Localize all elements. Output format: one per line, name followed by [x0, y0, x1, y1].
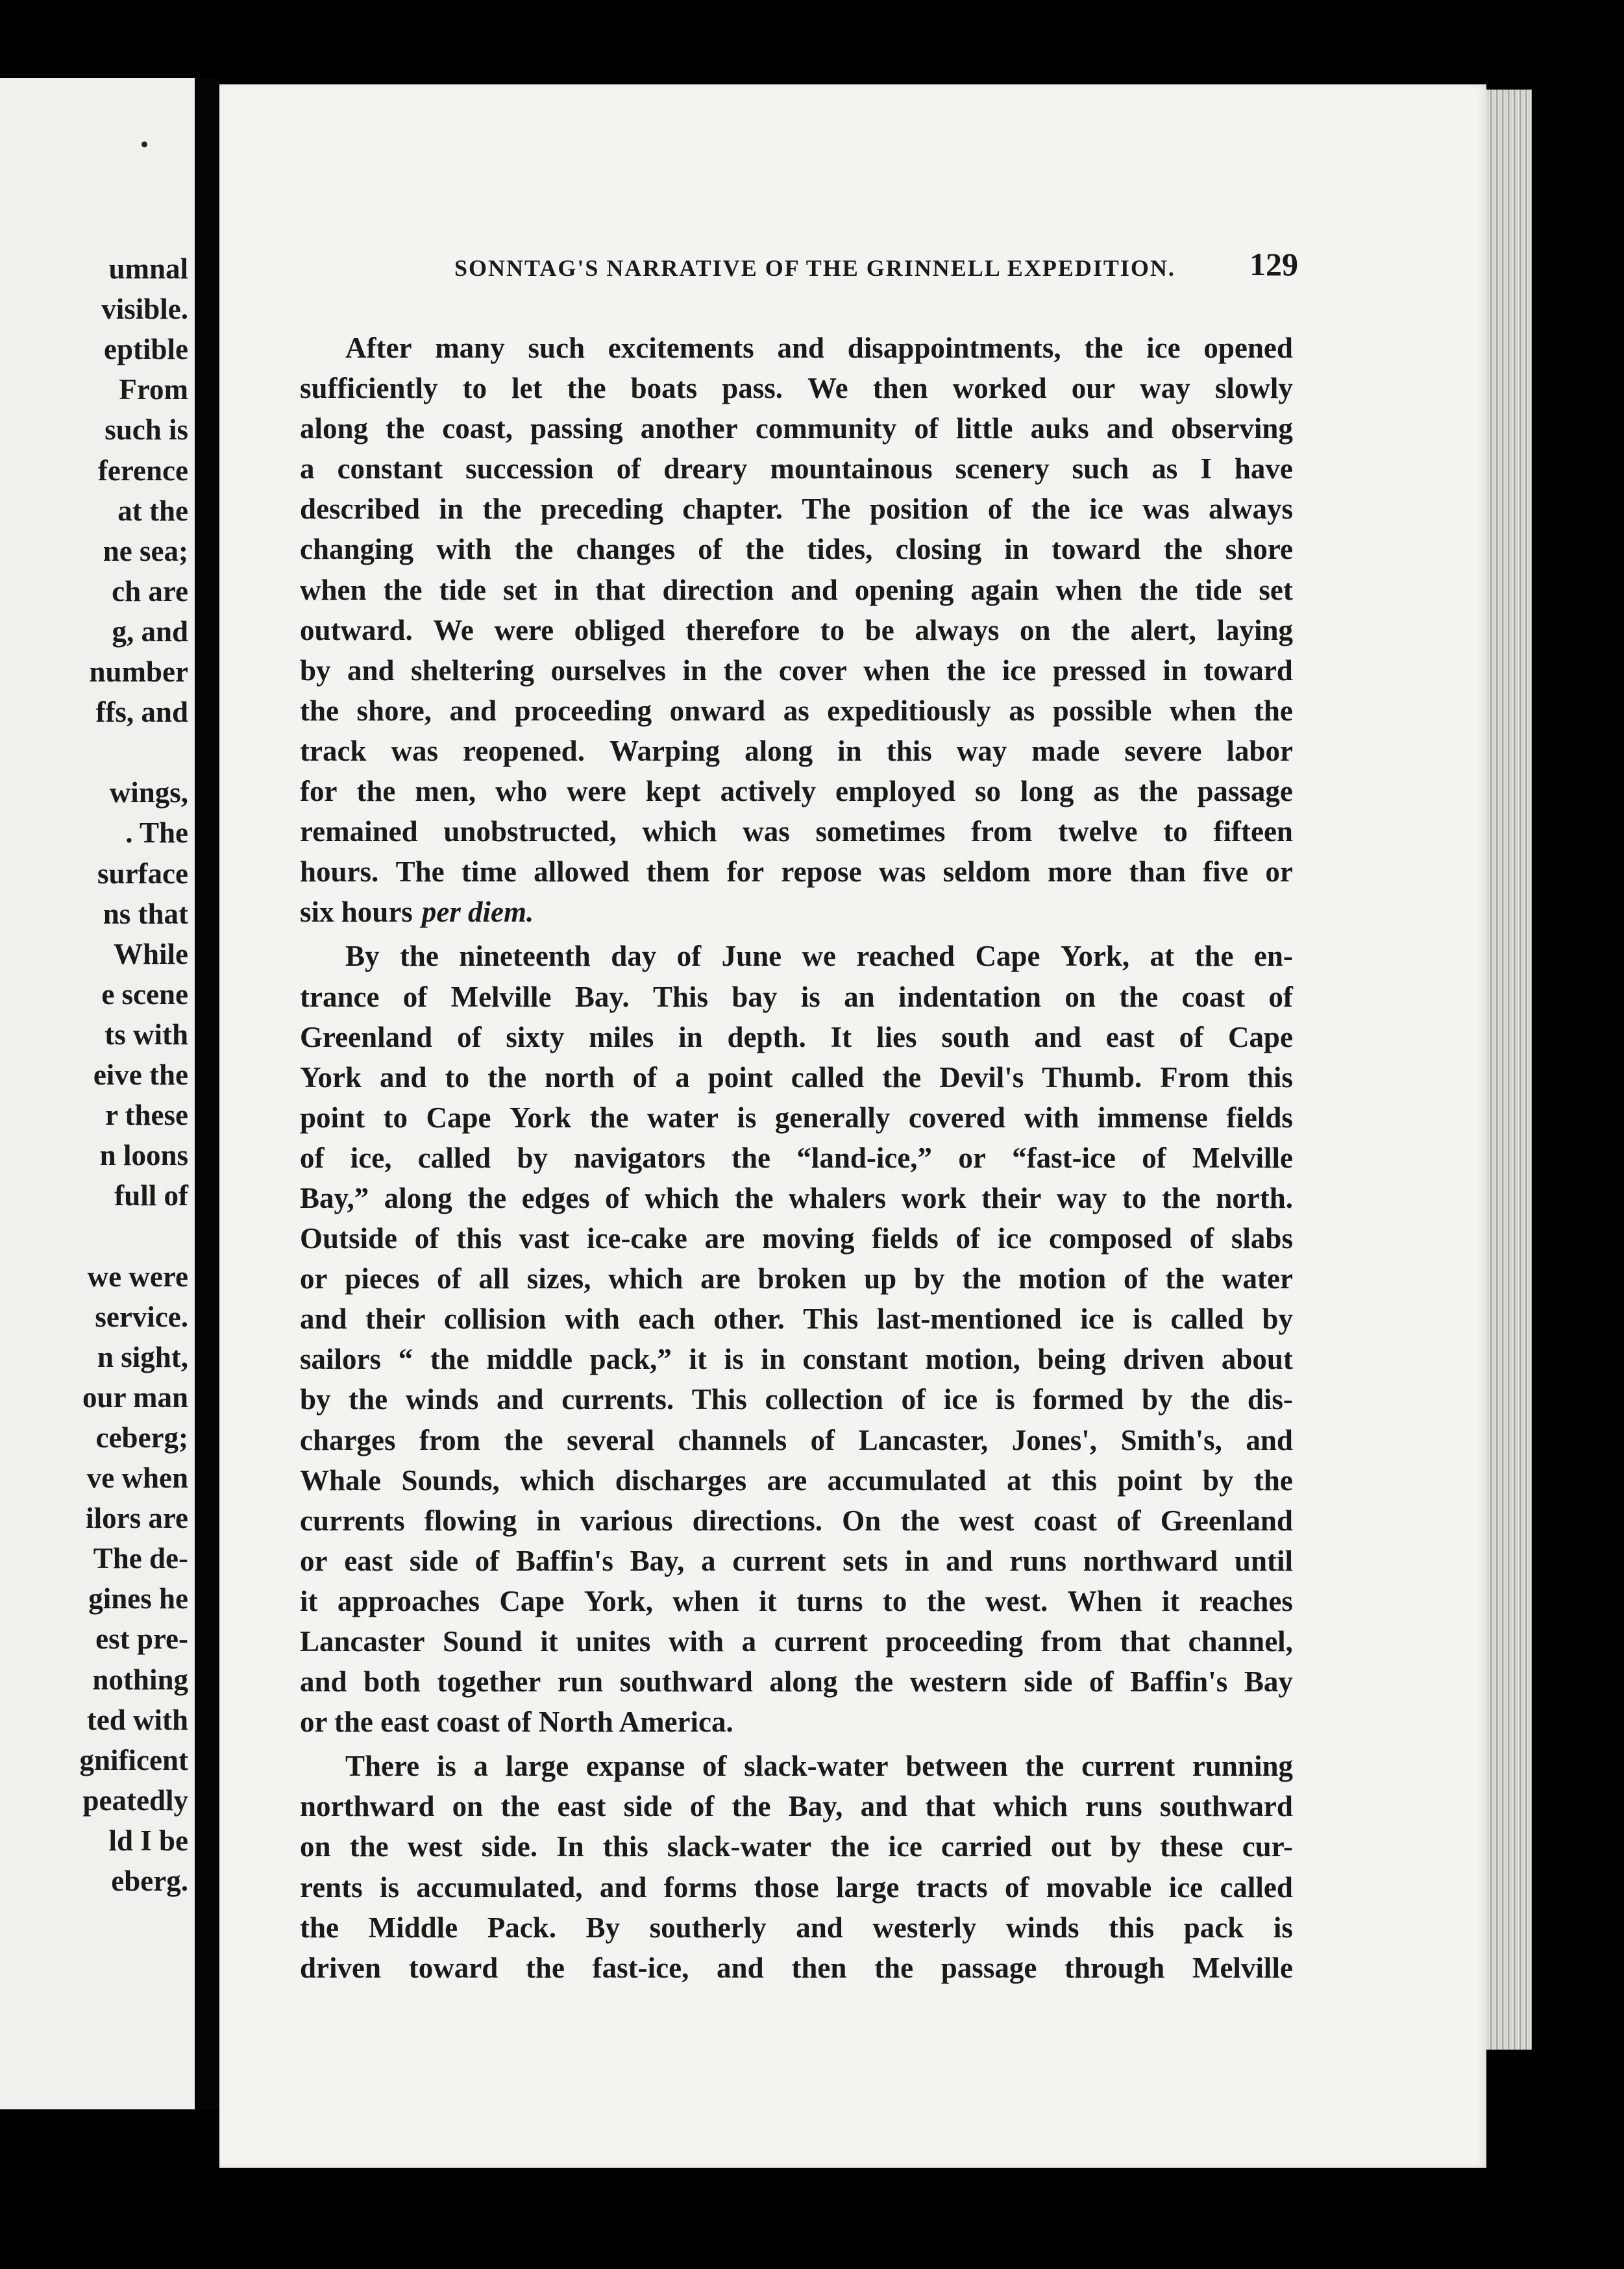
text-line: Whale Sounds, which discharges are accumulated at this point by the	[300, 1464, 1293, 1497]
left-page-line: ne sea;	[103, 534, 188, 567]
left-page-line: such is	[105, 413, 188, 447]
left-page-line: nothing	[92, 1663, 188, 1696]
text-line: driven toward the fast-ice, and then the passage through Melville	[300, 1951, 1293, 1984]
left-page-line: ch are	[112, 574, 188, 607]
left-page-line: ffs, and	[95, 696, 188, 729]
italic-phrase: per diem.	[421, 896, 534, 929]
text-line: By the nineteenth day of June we reached Cape York, at the en-	[345, 940, 1293, 973]
text-line: or east side of Baffin's Bay, a current sets in and runs northward until	[300, 1544, 1293, 1577]
left-page-line: . The	[125, 816, 188, 850]
text-line: track was reopened. Warping along in this way made severe labor	[300, 734, 1293, 767]
text-line: currents flowing in various directions. On the west coast of Greenland	[300, 1504, 1293, 1537]
left-page-line: From	[119, 373, 188, 406]
text-line: point to Cape York the water is generally covered with immense fields	[300, 1101, 1293, 1134]
text-line: outward. We were obliged therefore to be always on the alert, laying	[300, 613, 1293, 646]
text-line: charges from the several channels of Lancaster, Jones', Smith's, and	[300, 1423, 1293, 1456]
left-page-line: n loons	[99, 1139, 188, 1172]
left-page-line: our man	[82, 1380, 188, 1414]
page-edges	[1486, 90, 1532, 2050]
text-line: by the winds and currents. This collection of ice is formed by the dis-	[300, 1383, 1293, 1416]
left-page-line: r these	[105, 1099, 188, 1132]
left-page-line: at the	[117, 494, 188, 527]
text-line: and both together run southward along the western side of Baffin's Bay	[300, 1665, 1293, 1699]
left-page-line: ns that	[103, 897, 188, 930]
left-page-line: surface	[97, 857, 188, 890]
text-line: on the west side. In this slack-water the ice carried out by these cur-	[300, 1830, 1293, 1863]
book-gutter	[195, 78, 219, 2109]
text-line: it approaches Cape York, when it turns to the west. When it reaches	[300, 1584, 1293, 1617]
text-line: sailors “ the middle pack,” it is in constant motion, being driven about	[300, 1343, 1293, 1376]
left-page-line: ilors are	[86, 1502, 188, 1535]
text-line: and their collision with each other. This last-mentioned ice is called by	[300, 1303, 1293, 1336]
paragraph	[300, 328, 1293, 932]
left-page-line: ted with	[86, 1703, 188, 1736]
left-page-line: While	[113, 937, 188, 970]
left-page-line: ference	[97, 454, 188, 487]
paragraph	[300, 1746, 1293, 1988]
text-line: or the east coast of North America.	[300, 1706, 733, 1739]
left-page-line: number	[89, 656, 188, 688]
text-line: Outside of this vast ice-cake are moving fields of ice composed of slabs	[300, 1222, 1293, 1255]
left-page-line: peatedly	[82, 1784, 188, 1817]
paragraph	[300, 936, 1293, 1742]
text-line: There is a large expanse of slack-water between the current running	[345, 1750, 1293, 1783]
left-page-line: eptible	[104, 333, 188, 366]
text-line: remained unobstructed, which was sometimes from twelve to fifteen	[300, 815, 1293, 848]
text-line: Bay,” along the edges of which the whalers work their way to the north.	[300, 1181, 1293, 1214]
left-page-line: service.	[95, 1300, 188, 1333]
text-line: Lancaster Sound it unites with a current proceeding from that channel,	[300, 1625, 1293, 1658]
left-page-line: full of	[114, 1179, 188, 1212]
text-line: described in the preceding chapter. The position of the ice was always	[300, 493, 1293, 526]
text-line: sufficiently to let the boats pass. We then worked our way slowly	[300, 372, 1293, 405]
text-line: the Middle Pack. By southerly and westerly winds this pack is	[300, 1911, 1293, 1944]
text-line: hours. The time allowed them for repose was seldom more than five or	[300, 855, 1293, 889]
text-line: northward on the east side of the Bay, and that which runs southward	[300, 1790, 1293, 1823]
text-line: After many such excitements and disappointments, the ice opened	[345, 332, 1293, 364]
text-line: or pieces of all sizes, which are broken up by the motion of the water	[300, 1262, 1293, 1295]
left-page-line: e scene	[101, 977, 188, 1011]
left-page-line: est pre-	[95, 1623, 188, 1656]
running-head: SONNTAG'S NARRATIVE OF THE GRINNELL EXPEDITION.	[454, 255, 1175, 281]
text-line: six hours per diem.	[300, 892, 1293, 932]
left-page-line: The de-	[93, 1542, 188, 1575]
left-page-line: eive the	[93, 1059, 188, 1091]
facing-page-left	[0, 78, 195, 2109]
left-page-line: ve when	[86, 1462, 188, 1494]
left-page-line: gines he	[88, 1582, 188, 1615]
text-line: a constant succession of dreary mountainous scenery such as I have	[300, 452, 1293, 485]
text-line: trance of Melville Bay. This bay is an indentation on the coast of	[300, 980, 1293, 1013]
left-page-line: g, and	[112, 615, 188, 648]
text-line: by and sheltering ourselves in the cover when the ice pressed in toward	[300, 654, 1293, 687]
left-page-line: ts with	[105, 1018, 188, 1051]
left-page-line: n sight,	[97, 1340, 188, 1373]
left-page-line: ceberg;	[95, 1421, 188, 1454]
left-page-line: ld I be	[108, 1824, 188, 1857]
text-line: changing with the changes of the tides, closing in toward the shore	[300, 533, 1293, 566]
text-line: Greenland of sixty miles in depth. It lies south and east of Cape	[300, 1020, 1293, 1053]
page-header	[454, 245, 1298, 291]
ink-speck	[141, 141, 147, 147]
body-text	[300, 328, 1293, 1988]
left-page-line: gnificent	[79, 1743, 188, 1776]
left-page-line: wings,	[109, 776, 188, 809]
text-line: of ice, called by navigators the “land-ice,” or “fast-ice of Melville	[300, 1141, 1293, 1174]
text-line: along the coast, passing another community of little auks and observing	[300, 412, 1293, 445]
text-line: rents is accumulated, and forms those large tracts of movable ice called	[300, 1870, 1293, 1904]
left-page-line: umnal	[108, 252, 188, 285]
text-line: the shore, and proceeding onward as expeditiously as possible when the	[300, 694, 1293, 727]
text-line: for the men, who were kept actively employed so long as the passage	[300, 775, 1293, 808]
text-line: York and to the north of a point called the Devil's Thumb. From this	[300, 1061, 1293, 1094]
page-number: 129	[1249, 246, 1298, 282]
text-line: when the tide set in that direction and opening again when the tide set	[300, 573, 1293, 606]
left-page-line: eberg.	[111, 1865, 188, 1897]
left-page-line: visible.	[101, 293, 188, 326]
left-page-line: we were	[87, 1260, 188, 1293]
